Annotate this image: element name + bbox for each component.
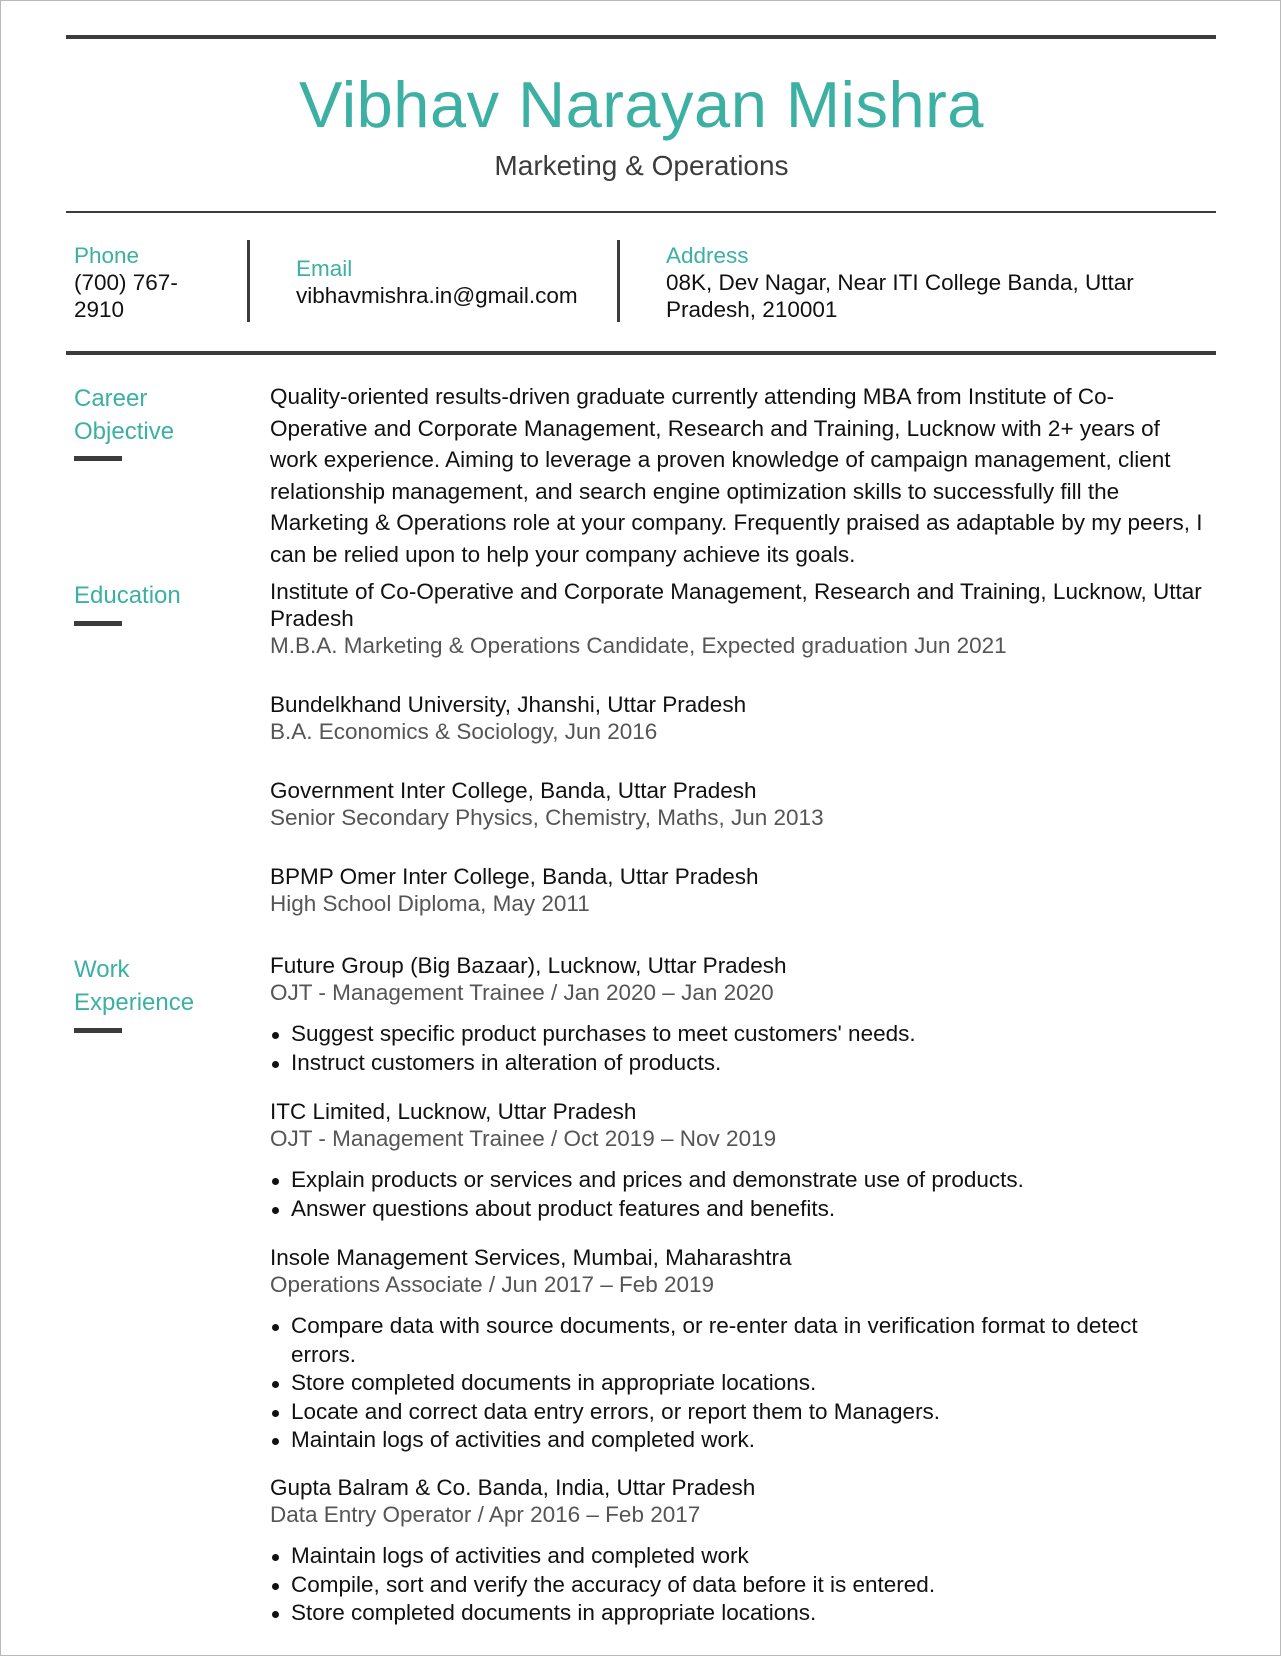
education-degree: Senior Secondary Physics, Chemistry, Maths, Jun 2013	[270, 805, 824, 830]
work-entry	[270, 1098, 1215, 1152]
work-role: Data Entry Operator / Apr 2016 – Feb 2017	[270, 1502, 701, 1527]
work-bullet: Maintain logs of activities and completed work	[270, 1542, 1170, 1571]
phone-line-1: (700) 767-	[74, 270, 178, 295]
work-role: OJT - Management Trainee / Oct 2019 – Nov 2019	[270, 1126, 777, 1151]
section-underline	[74, 1028, 122, 1033]
address-line-2: Pradesh, 210001	[666, 297, 838, 322]
work-bullet: Explain products or services and prices and demonstrate use of products.	[270, 1166, 1170, 1195]
education-institution: Government Inter College, Banda, Uttar Pradesh	[270, 778, 757, 803]
section-title-work-experience	[74, 953, 244, 1019]
work-bullets	[270, 1312, 1170, 1455]
work-bullet: Locate and correct data entry errors, or report them to Managers.	[270, 1398, 1170, 1427]
email-value: vibhavmishra.in@gmail.com	[296, 283, 578, 308]
education-entry	[270, 578, 1215, 659]
work-employer: ITC Limited, Lucknow, Uttar Pradesh	[270, 1099, 637, 1124]
work-bullet: Answer questions about product features and benefits.	[270, 1195, 1170, 1224]
work-bullet: Store completed documents in appropriate locations.	[270, 1599, 1170, 1628]
section-title-line: Experience	[74, 989, 195, 1016]
section-title-line: Objective	[74, 418, 175, 445]
section-underline	[74, 456, 122, 461]
email-block	[296, 255, 616, 309]
phone-label: Phone	[74, 243, 140, 268]
email-label: Email	[296, 256, 353, 281]
section-underline	[74, 621, 122, 626]
address-block	[666, 242, 1206, 323]
education-degree: B.A. Economics & Sociology, Jun 2016	[270, 719, 658, 744]
work-bullets	[270, 1542, 1170, 1628]
top-rule	[66, 35, 1216, 39]
contact-rule	[66, 351, 1216, 355]
education-institution: BPMP Omer Inter College, Banda, Uttar Pradesh	[270, 864, 759, 889]
work-bullets	[270, 1020, 1170, 1077]
work-bullets	[270, 1166, 1170, 1223]
work-entry	[270, 952, 1215, 1006]
work-entry	[270, 1474, 1215, 1528]
education-degree: High School Diploma, May 2011	[270, 891, 590, 916]
education-institution: Bundelkhand University, Jhanshi, Uttar Pradesh	[270, 692, 747, 717]
work-bullet: Compare data with source documents, or re-enter data in verification format to detect errors.	[270, 1312, 1170, 1369]
work-role: Operations Associate / Jun 2017 – Feb 2019	[270, 1272, 715, 1297]
education-entry	[270, 777, 1215, 831]
education-entry	[270, 691, 1215, 745]
education-degree: M.B.A. Marketing & Operations Candidate, Expected graduation Jun 2021	[270, 633, 1007, 658]
section-title-career-objective	[74, 382, 244, 448]
header-rule	[66, 211, 1216, 213]
phone-line-2: 2910	[74, 297, 125, 322]
work-role: OJT - Management Trainee / Jan 2020 – Jan 2020	[270, 980, 774, 1005]
candidate-title: Marketing & Operations	[494, 150, 789, 181]
work-bullet: Store completed documents in appropriate locations.	[270, 1369, 1170, 1398]
education-entry	[270, 863, 1215, 917]
work-entry	[270, 1244, 1215, 1298]
candidate-name: Vibhav Narayan Mishra	[299, 68, 984, 141]
address-line-1: 08K, Dev Nagar, Near ITI College Banda, Uttar	[666, 270, 1134, 295]
section-title-line: Career	[74, 385, 148, 412]
contact-divider-2	[617, 240, 620, 322]
work-bullet: Maintain logs of activities and completed work.	[270, 1426, 1170, 1455]
work-employer: Future Group (Big Bazaar), Lucknow, Uttar Pradesh	[270, 953, 787, 978]
work-employer: Gupta Balram & Co. Banda, India, Uttar Pradesh	[270, 1475, 756, 1500]
education-institution: Institute of Co-Operative and Corporate Management, Research and Training, Lucknow, Uttar Pradesh	[270, 579, 1202, 631]
phone-block	[74, 242, 244, 323]
work-bullet: Suggest specific product purchases to meet customers' needs.	[270, 1020, 1170, 1049]
section-title-line: Work	[74, 956, 130, 983]
work-bullet: Compile, sort and verify the accuracy of data before it is entered.	[270, 1571, 1170, 1600]
work-bullet: Instruct customers in alteration of products.	[270, 1049, 1170, 1078]
work-employer: Insole Management Services, Mumbai, Maharashtra	[270, 1245, 792, 1270]
address-label: Address	[666, 243, 749, 268]
career-objective-text: Quality-oriented results-driven graduate currently attending MBA from Institute of Co-Operative and Corporate Management, Research and Training, Lucknow with 2+ years of work experience. Aiming to leverage a proven knowledge of campaign management, client relationship management, and search engine optimization skills to successfully fill the Marketing & Operations role at your company. Frequently praised as adaptable by my peers, I can be relied upon to help your company achieve its goals.	[270, 384, 1203, 567]
contact-divider-1	[247, 240, 250, 322]
section-title-education: Education	[74, 582, 181, 609]
